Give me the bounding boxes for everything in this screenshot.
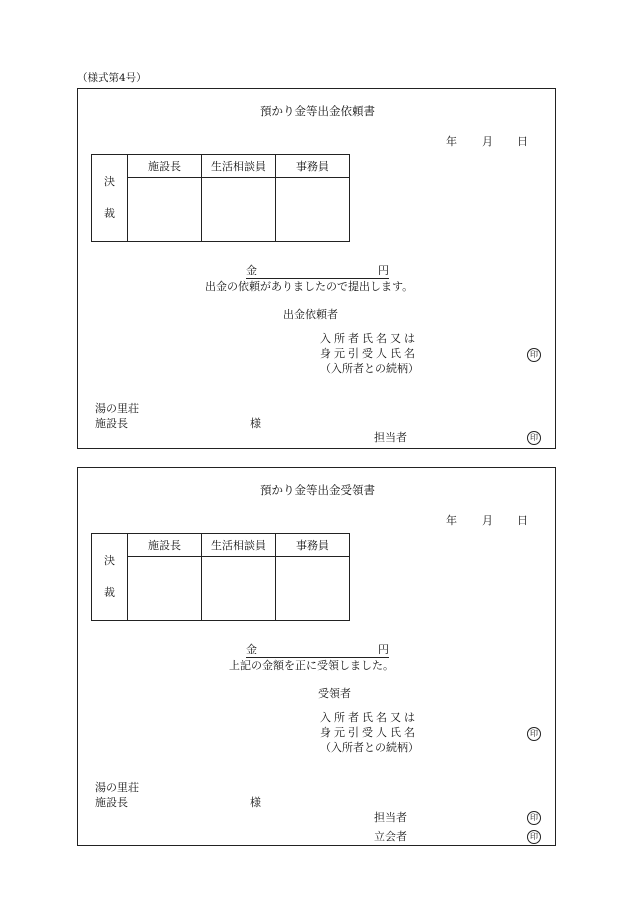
header-facility-director: 施設長 xyxy=(128,534,202,557)
form-title: 預かり金等出金依頼書 xyxy=(260,104,375,118)
requester-label: 出金依頼者 xyxy=(283,308,338,321)
honorific-sama: 様 xyxy=(250,796,261,809)
amount-kin-label: 金 xyxy=(246,643,257,656)
month-label: 月 xyxy=(482,135,493,148)
resident-name-label: 入所者氏名又は xyxy=(320,711,418,724)
relationship-label: （入所者との続柄） xyxy=(320,362,419,375)
honorific-sama: 様 xyxy=(250,417,261,430)
amount-field[interactable] xyxy=(246,643,389,658)
day-label: 日 xyxy=(517,135,528,148)
guarantor-name-label: 身元引受人氏名 xyxy=(320,726,418,739)
header-facility-director: 施設長 xyxy=(128,155,202,178)
header-clerk: 事務員 xyxy=(276,155,350,178)
facility-director-label: 施設長 xyxy=(95,417,128,430)
seal-icon: 印 xyxy=(527,431,541,445)
facility-name: 湯の里荘 xyxy=(95,781,139,794)
month-label: 月 xyxy=(482,514,493,527)
sign-cell-life-counselor[interactable] xyxy=(202,178,276,242)
form-title: 預かり金等出金受領書 xyxy=(260,483,375,497)
staff-label: 担当者 xyxy=(374,431,407,444)
header-clerk: 事務員 xyxy=(276,534,350,557)
withdrawal-request-form xyxy=(77,88,556,449)
resident-name-label: 入所者氏名又は xyxy=(320,332,418,345)
sign-cell-facility-director[interactable] xyxy=(128,557,202,621)
statement-text: 上記の金額を正に受領しました。 xyxy=(229,659,394,672)
approval-label-cell: 決 裁 xyxy=(92,155,128,242)
guarantor-name-label: 身元引受人氏名 xyxy=(320,347,418,360)
withdrawal-receipt-form xyxy=(77,467,556,846)
amount-kin-label: 金 xyxy=(246,264,257,277)
sign-cell-life-counselor[interactable] xyxy=(202,557,276,621)
seal-icon: 印 xyxy=(527,830,541,844)
header-life-counselor: 生活相談員 xyxy=(202,155,276,178)
sign-cell-clerk[interactable] xyxy=(276,178,350,242)
seal-icon: 印 xyxy=(527,727,541,741)
facility-director-label: 施設長 xyxy=(95,796,128,809)
sign-cell-clerk[interactable] xyxy=(276,557,350,621)
statement-text: 出金の依頼がありましたので提出します。 xyxy=(205,280,414,293)
amount-field[interactable] xyxy=(246,264,389,279)
amount-yen-label: 円 xyxy=(378,643,389,656)
witness-label: 立会者 xyxy=(374,830,407,843)
form-number-label: （様式第4号） xyxy=(77,72,147,84)
approval-table xyxy=(91,154,350,242)
approval-label-cell: 決 裁 xyxy=(92,534,128,621)
seal-icon: 印 xyxy=(527,811,541,825)
header-life-counselor: 生活相談員 xyxy=(202,534,276,557)
day-label: 日 xyxy=(517,514,528,527)
staff-label: 担当者 xyxy=(374,811,407,824)
seal-icon: 印 xyxy=(527,348,541,362)
approval-table xyxy=(91,533,350,621)
year-label: 年 xyxy=(446,514,457,527)
relationship-label: （入所者との続柄） xyxy=(320,741,419,754)
facility-name: 湯の里荘 xyxy=(95,402,139,415)
sign-cell-facility-director[interactable] xyxy=(128,178,202,242)
year-label: 年 xyxy=(446,135,457,148)
amount-yen-label: 円 xyxy=(378,264,389,277)
receiver-label: 受領者 xyxy=(318,687,351,700)
